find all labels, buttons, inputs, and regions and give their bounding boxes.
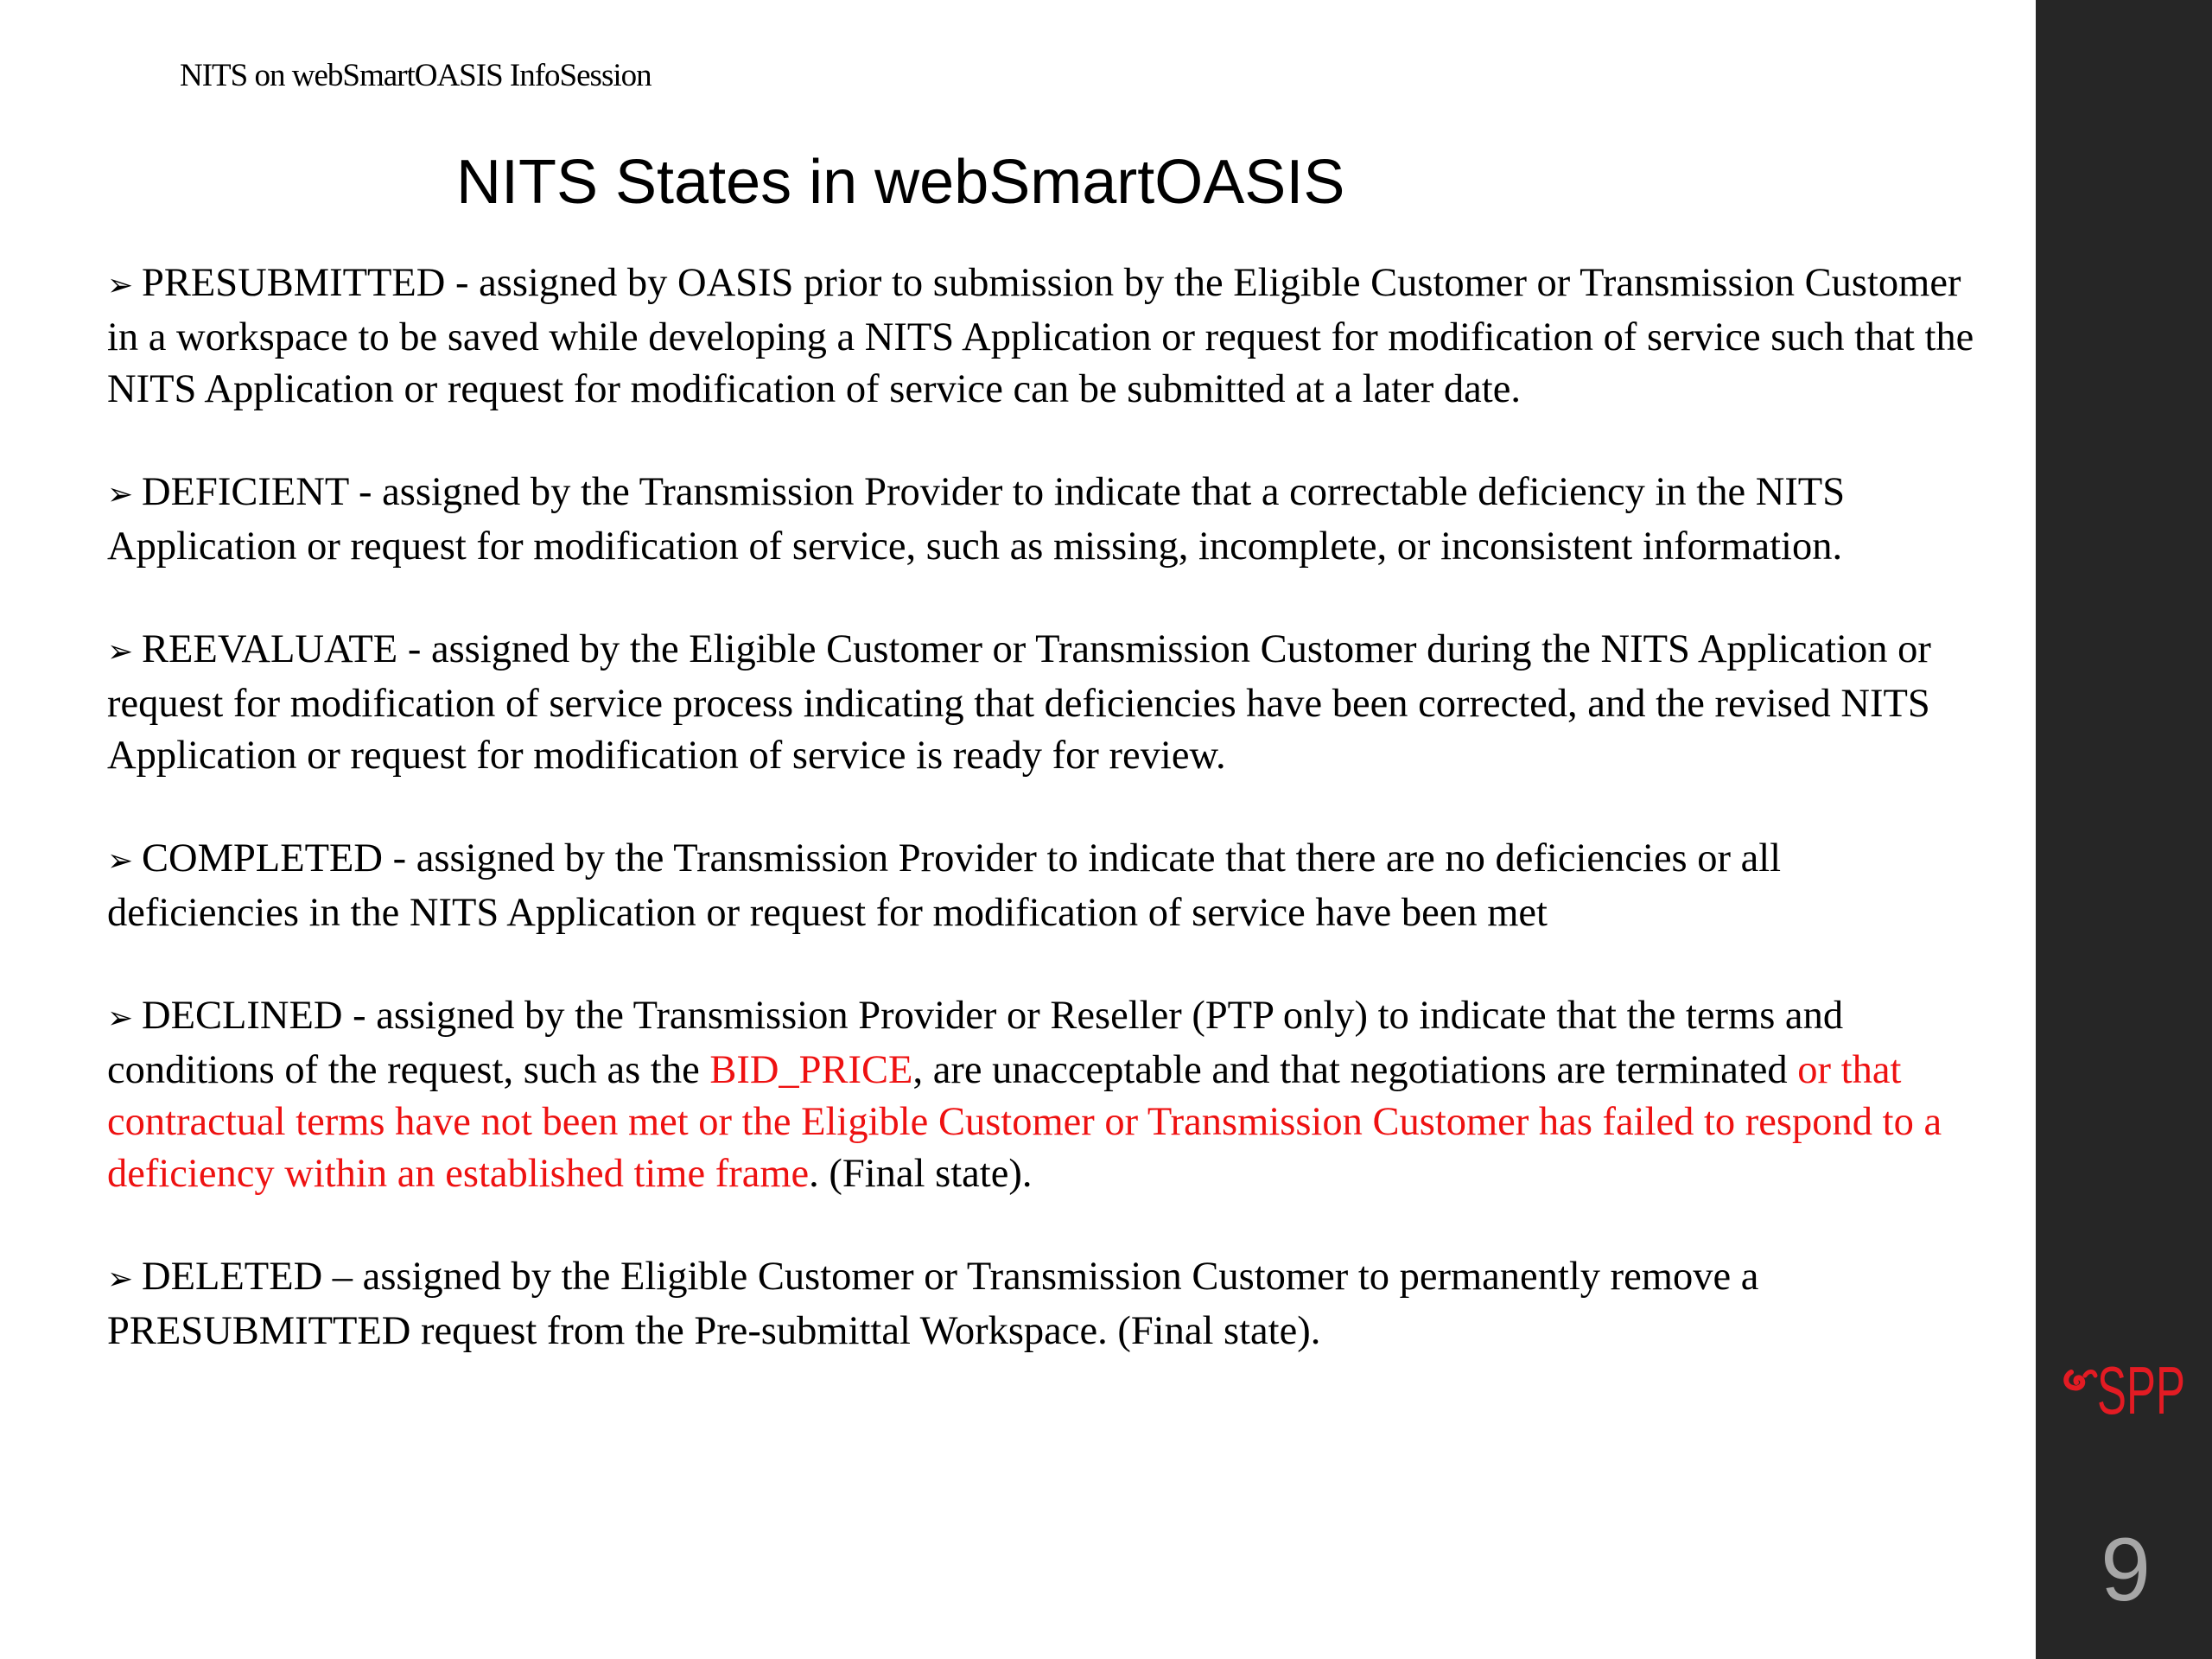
state-declined-text-3: . (Final state). [809, 1152, 1033, 1196]
states-list [107, 257, 1982, 1408]
arrow-bullet-icon: ➢ [107, 477, 134, 512]
spp-logo-text: SPP [2097, 1352, 2185, 1424]
state-presubmitted [107, 257, 1982, 416]
state-reevaluate [107, 624, 1982, 782]
arrow-bullet-icon: ➢ [107, 843, 134, 879]
state-deficient-text: DEFICIENT - assigned by the Transmission Provider to indicate that a correctable deficiency in the NITS Application or request for modification of service, such as missing, incomplete, or inconsistent information. [107, 470, 1846, 569]
state-presubmitted-text: PRESUBMITTED - assigned by OASIS prior to submission by the Eligible Customer or Transmission Customer in a workspace to be saved while developing a NITS Application or request for modification of service such that the NITS Application or request for modification of service can be submitted at a later date. [107, 261, 1974, 411]
state-deleted [107, 1251, 1982, 1357]
arrow-bullet-icon: ➢ [107, 634, 134, 670]
state-deficient [107, 467, 1982, 573]
state-declined-text-1: DECLINED - assigned by the Transmission Provider or Reseller (PTP only) to indicate that the terms and conditions of the request, such as the [107, 994, 1844, 1092]
arrow-bullet-icon: ➢ [107, 1262, 134, 1297]
state-declined-text-2: , are unacceptable and that negotiations are terminated [912, 1048, 1798, 1092]
state-completed [107, 833, 1982, 939]
declined-red-clause: or that contractual terms have not been met or the Eligible Customer or Transmission Customer has failed to respond to a deficiency within an established time frame [107, 1048, 1942, 1196]
slide-title: NITS States in webSmartOASIS [456, 148, 1345, 217]
arrow-bullet-icon: ➢ [107, 268, 134, 303]
state-declined [107, 990, 1982, 1200]
state-deleted-text: DELETED – assigned by the Eligible Customer or Transmission Customer to permanently remove a PRESUBMITTED request from the Pre-submittal Workspace. (Final state). [107, 1255, 1759, 1353]
bid-price-highlight: BID_PRICE [709, 1048, 913, 1092]
state-completed-text: COMPLETED - assigned by the Transmission Provider to indicate that there are no deficiencies or all deficiencies in the NITS Application or request for modification of service have been met [107, 836, 1782, 935]
arrow-bullet-icon: ➢ [107, 1001, 134, 1036]
page-number: 9 [2101, 1520, 2151, 1620]
spp-logo-icon [2059, 1346, 2189, 1424]
slide-header: NITS on webSmartOASIS InfoSession [180, 58, 652, 93]
state-reevaluate-text: REEVALUATE - assigned by the Eligible Customer or Transmission Customer during the NITS Application or request for modification of service process indicating that deficiencies have been corrected, and the revised NITS Application or request for modification of service is ready for review. [107, 627, 1931, 778]
